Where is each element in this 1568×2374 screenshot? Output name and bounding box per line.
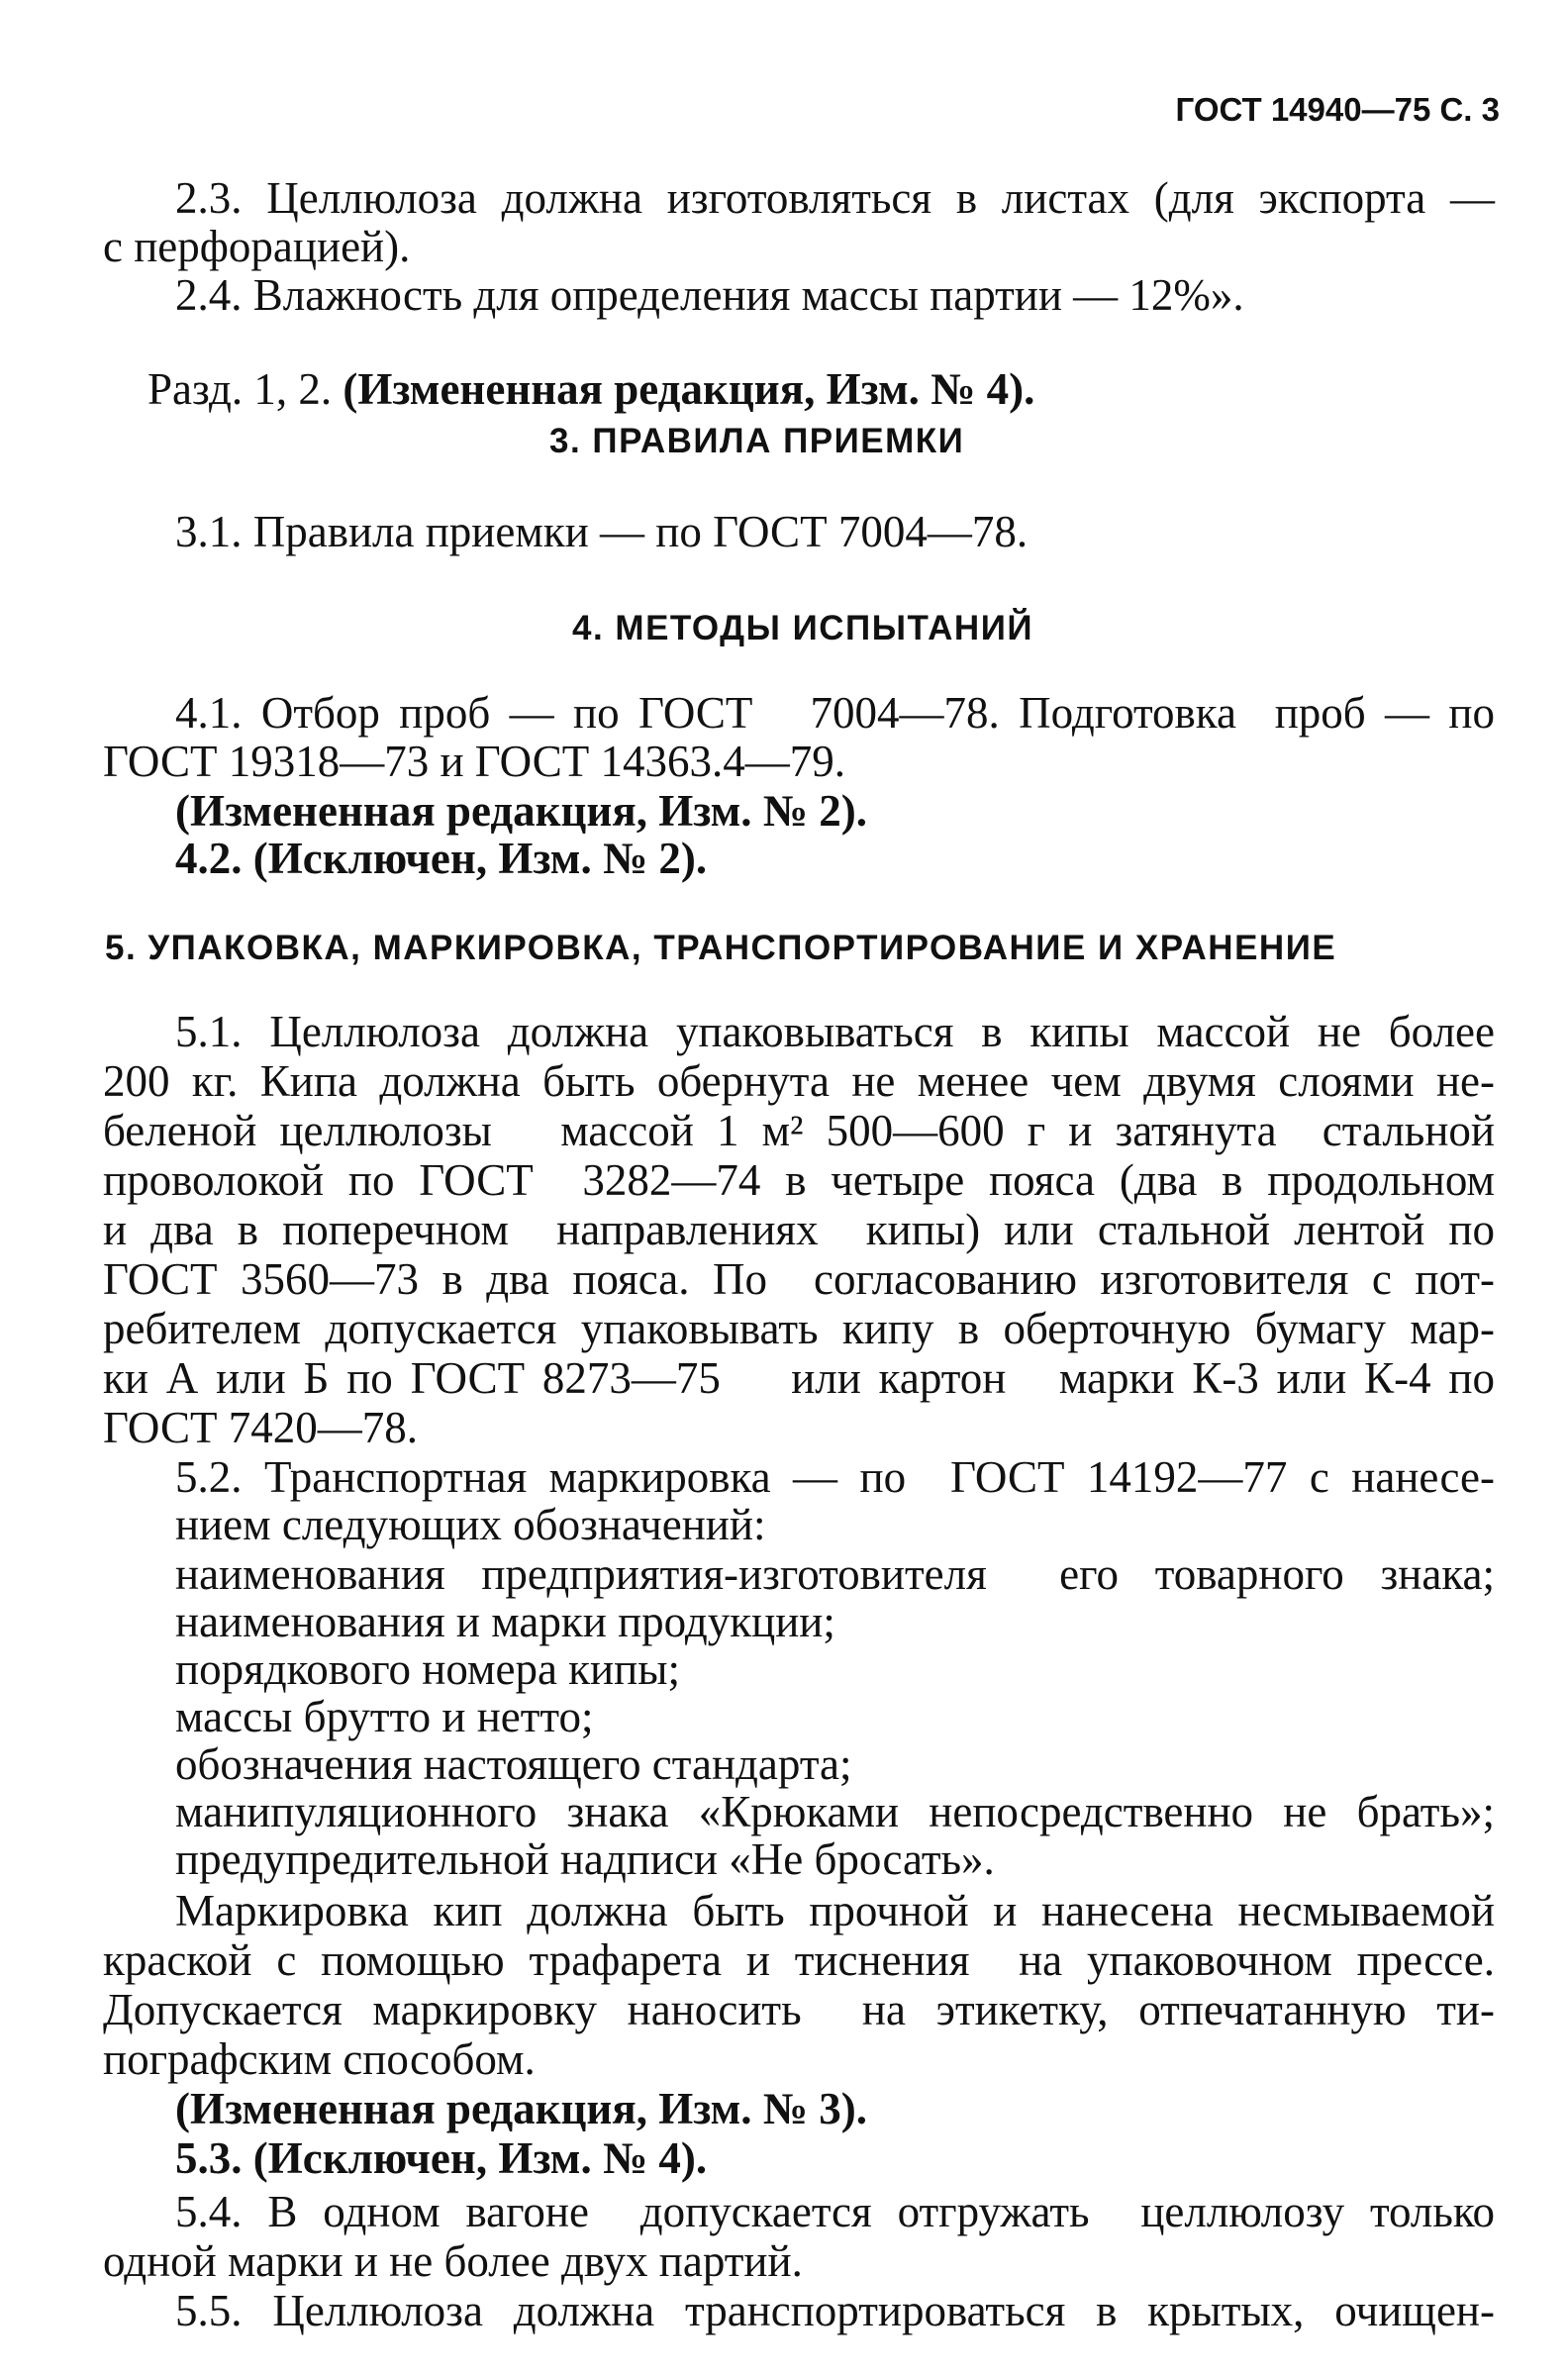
paragraph-line: 200 кг. Кипа должна быть обернута не менее чем двумя слоями не- bbox=[103, 1056, 1495, 1106]
revision-note: 4.2. (Исключен, Изм. № 2). bbox=[175, 834, 708, 883]
paragraph-line: пографским способом. bbox=[103, 2034, 536, 2084]
paragraph-line: Допускается маркировку наносить на этикетку, отпечатанную ти- bbox=[103, 1985, 1495, 2034]
list-item: манипуляционного знака «Крюками непосредственно не брать»; bbox=[175, 1787, 1495, 1836]
list-item: массы брутто и нетто; bbox=[175, 1692, 594, 1741]
revision-note: (Измененная редакция, Изм. № 2). bbox=[175, 786, 868, 836]
page-header: ГОСТ 14940—75 С. 3 bbox=[1175, 91, 1500, 128]
revision-note: (Измененная редакция, Изм. № 3). bbox=[175, 2084, 868, 2133]
paragraph-line: краской с помощью трафарета и тиснения на упаковочном прессе. bbox=[103, 1935, 1495, 1985]
section-reference: Разд. 1, 2. bbox=[147, 364, 343, 414]
paragraph-line: проволокой по ГОСТ 3282—74 в четыре пояса (два в продольном bbox=[103, 1155, 1495, 1205]
revision-note: 5.3. (Исключен, Изм. № 4). bbox=[175, 2133, 708, 2183]
paragraph-line: ГОСТ 3560—73 в два пояса. По согласованию изготовителя с пот- bbox=[103, 1254, 1495, 1304]
paragraph-line: ГОСТ 7420—78. bbox=[103, 1403, 418, 1452]
list-item: порядкового номера кипы; bbox=[175, 1644, 680, 1694]
paragraph-line: беленой целлюлозы массой 1 м² 500—600 г и затянута стальной bbox=[103, 1106, 1495, 1155]
paragraph-line: 5.5. Целлюлоза должна транспортироваться в крытых, очищен- bbox=[175, 2286, 1495, 2335]
paragraph-line: ребителем допускается упаковывать кипу в оберточную бумагу мар- bbox=[103, 1304, 1495, 1353]
paragraph-line: 5.2. Транспортная маркировка — по ГОСТ 14192—77 с нанесе- bbox=[175, 1452, 1495, 1502]
paragraph-line: ки А или Б по ГОСТ 8273—75 или картон марки К-3 или К-4 по bbox=[103, 1353, 1495, 1403]
paragraph-line: ГОСТ 19318—73 и ГОСТ 14363.4—79. bbox=[103, 737, 845, 786]
paragraph-line: 4.1. Отбор проб — по ГОСТ 7004—78. Подготовка проб — по bbox=[175, 688, 1495, 738]
paragraph-line: и два в поперечном направлениях кипы) или стальной лентой по bbox=[103, 1205, 1495, 1254]
paragraph-line: 5.4. В одном вагоне допускается отгружать целлюлозу только bbox=[175, 2187, 1495, 2236]
section-heading-3: 3. ПРАВИЛА ПРИЕМКИ bbox=[549, 422, 965, 460]
paragraph-line: одной марки и не более двух партий. bbox=[103, 2236, 803, 2286]
revision-note: (Измененная редакция, Изм. № 4). bbox=[343, 364, 1035, 414]
paragraph-line: 2.4. Влажность для определения массы партии — 12%». bbox=[175, 270, 1244, 320]
paragraph-line: 2.3. Целлюлоза должна изготовляться в листах (для экспорта — bbox=[175, 173, 1495, 223]
paragraph-line: Маркировка кип должна быть прочной и нанесена несмываемой bbox=[175, 1886, 1495, 1935]
paragraph-line: нием следующих обозначений: bbox=[175, 1500, 766, 1549]
paragraph-line: 5.1. Целлюлоза должна упаковываться в кипы массой не более bbox=[175, 1007, 1495, 1056]
list-item: предупредительной надписи «Не бросать». bbox=[175, 1834, 995, 1884]
section-heading-4: 4. МЕТОДЫ ИСПЫТАНИЙ bbox=[572, 609, 1033, 647]
section-heading-5: 5. УПАКОВКА, МАРКИРОВКА, ТРАНСПОРТИРОВАНИЕ И ХРАНЕНИЕ bbox=[105, 929, 1337, 967]
list-item: обозначения настоящего стандарта; bbox=[175, 1739, 852, 1789]
paragraph-line: 3.1. Правила приемки — по ГОСТ 7004—78. bbox=[175, 507, 1029, 556]
paragraph-line: с перфорацией). bbox=[103, 222, 411, 271]
list-item: наименования и марки продукции; bbox=[175, 1597, 835, 1646]
list-item: наименования предприятия-изготовителя его товарного знака; bbox=[175, 1549, 1495, 1599]
